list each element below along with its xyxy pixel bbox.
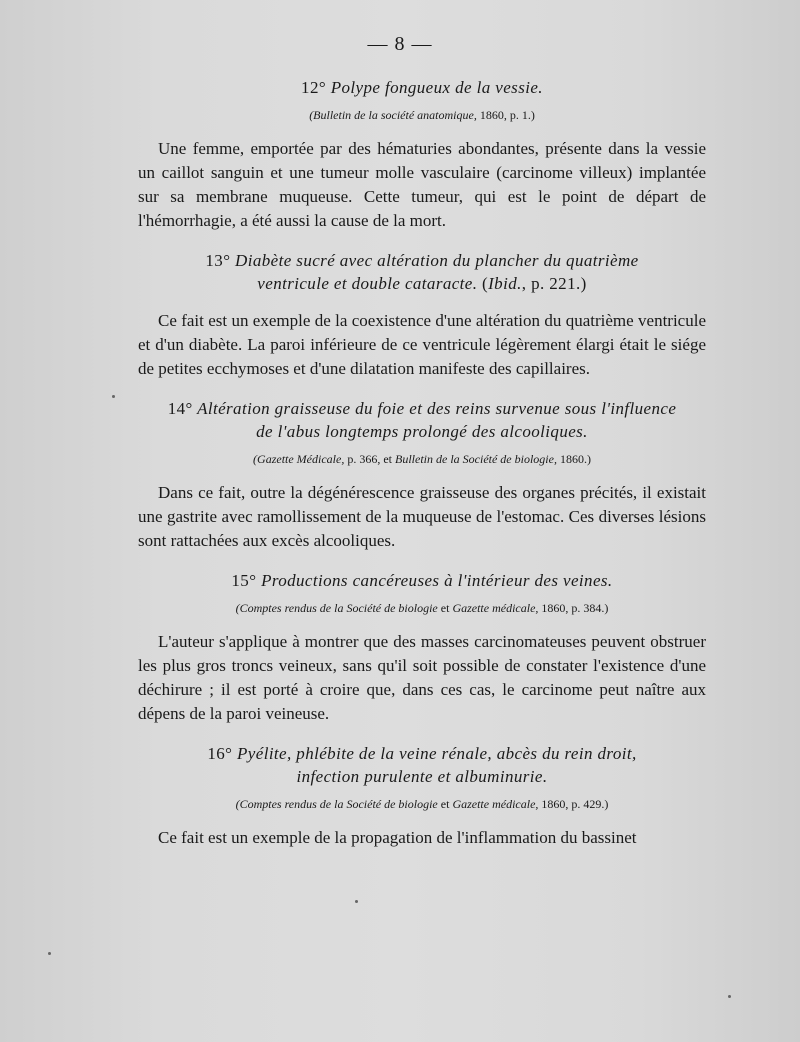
section-15-source-journal-2: Gazette médicale, xyxy=(452,601,539,615)
section-16-body: Ce fait est un exemple de la propagation de l'inflammation du bassinet xyxy=(158,828,637,847)
page-number: — 8 — xyxy=(367,33,433,55)
section-12-title xyxy=(138,76,706,99)
section-15-source-and: et xyxy=(437,601,453,615)
section-15-source-journal-1: (Comptes rendus de la Société de biologie xyxy=(235,601,438,615)
section-15-number: 15° xyxy=(231,571,257,590)
section-14-title-line1: Altération graisseuse du foie et des reins survenue sous l'influence xyxy=(197,399,677,418)
section-13-title-line2: ventricule et double cataracte. xyxy=(257,274,478,293)
section-14-title-line2: de l'abus longtemps prolongé des alcooliques. xyxy=(256,422,588,441)
section-14-source-date: 1860.) xyxy=(556,452,591,466)
section-16-title xyxy=(138,742,706,788)
scan-speck xyxy=(728,995,731,998)
scan-speck xyxy=(112,395,115,398)
section-16-source-journal-1: (Comptes rendus de la Société de biologie xyxy=(235,797,438,811)
section-12-source-ref: (Bulletin de la société anatomique, xyxy=(309,108,477,122)
section-14-source-journal-1: (Gazette Médicale, xyxy=(253,452,345,466)
section-16-title-line1: Pyélite, phlébite de la veine rénale, abcès du rein droit, xyxy=(237,744,637,763)
section-14-title xyxy=(138,397,706,443)
section-14-body: Dans ce fait, outre la dégénérescence graisseuse des organes précités, il existait une gastrite avec ramollissement de la muqueuse de l'estomac. Ces diverses lésions sont rattachées aux excès alcooliques. xyxy=(138,483,706,550)
section-12-source xyxy=(138,107,706,123)
scan-speck xyxy=(355,900,358,903)
section-14-source-page: p. 366, et xyxy=(344,452,395,466)
scan-speck xyxy=(48,952,51,955)
section-16-source xyxy=(138,796,706,812)
section-12-title-text: Polype fongueux de la vessie. xyxy=(330,78,543,97)
section-13-title xyxy=(138,249,706,295)
section-16-source-and: et xyxy=(437,797,453,811)
page-content xyxy=(138,76,706,850)
section-14-source-journal-2: Bulletin de la Société de biologie, xyxy=(395,452,557,466)
section-16-source-journal-2: Gazette médicale, xyxy=(452,797,539,811)
section-16-source-date: 1860, p. 429.) xyxy=(538,797,609,811)
section-14-number: 14° xyxy=(167,399,193,418)
section-15-title xyxy=(138,569,706,592)
section-13-title-page: , p. 221.) xyxy=(521,274,587,293)
section-13-title-ibid: Ibid. xyxy=(488,274,522,293)
section-12-number: 12° xyxy=(301,78,327,97)
section-15-title-line1: Productions cancéreuses à l'intérieur des veines. xyxy=(261,571,613,590)
section-13-body: Ce fait est un exemple de la coexistence d'une altération du quatrième ventricule et d'un diabète. La paroi inférieure de ce ventricule légèrement élargi était le siége de petites ecchymoses et d'une dilatation manifeste des capillaires. xyxy=(138,311,706,378)
section-16-title-line2: infection purulente et albuminurie. xyxy=(296,767,548,786)
section-15-source-date: 1860, p. 384.) xyxy=(538,601,609,615)
section-13-title-line1: Diabète sucré avec altération du plancher du quatrième xyxy=(235,251,639,270)
section-13-number: 13° xyxy=(205,251,231,270)
section-14-source xyxy=(138,451,706,467)
section-15-body: L'auteur s'applique à montrer que des masses carcinomateuses peuvent obstruer les plus gros troncs veineux, sans qu'il soit possible de constater l'existence d'une déchirure ; il est porté à croire que, dans ces cas, le carcinome peut naître aux dépens de la paroi veineuse. xyxy=(138,632,706,723)
section-16-number: 16° xyxy=(207,744,233,763)
section-15-source xyxy=(138,600,706,616)
section-12-source-date: 1860, p. 1.) xyxy=(476,108,535,122)
section-13-title-paren-open: ( xyxy=(477,274,489,293)
section-12-body: Une femme, emportée par des hématuries abondantes, présente dans la vessie un caillot sanguin et une tumeur molle vasculaire (carcinome villeux) implantée sur sa membrane muqueuse. Cette tumeur, qui est le point de départ de l'hémorrhagie, a été aussi la cause de la mort. xyxy=(138,139,706,230)
